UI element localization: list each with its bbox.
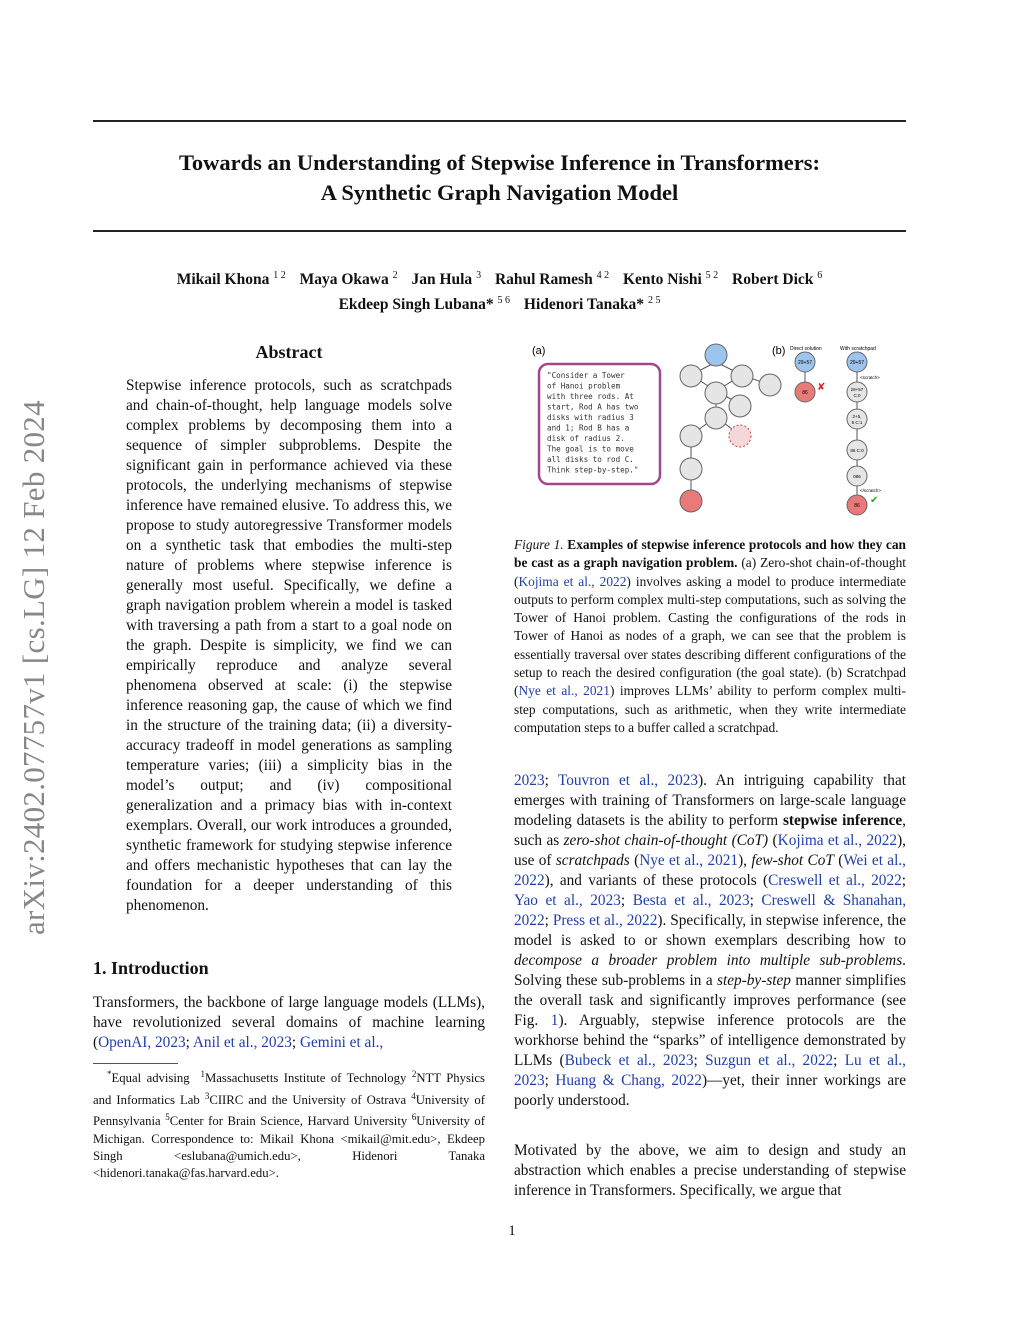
graph-node — [729, 395, 751, 417]
graph-node — [705, 382, 727, 404]
title-bottom-rule — [93, 230, 906, 232]
prompt-line: with three rods. At — [547, 392, 634, 401]
scratch-step-text: 2+5, — [852, 414, 862, 419]
graph-node-goal — [680, 490, 702, 512]
scratch-step-node — [847, 382, 867, 402]
citation-link[interactable]: Lu et al., 2023 — [514, 1052, 906, 1089]
citation-link[interactable]: Yao et al., 2023 — [514, 892, 621, 909]
title-top-rule — [93, 120, 906, 122]
direct-input-text: 29+57 — [797, 360, 813, 366]
prompt-line: The goal is to move — [547, 444, 634, 454]
author: Jan Hula $^3$ — [411, 270, 482, 289]
page-number: 1 — [508, 1223, 516, 1239]
author: Robert Dick $^6$ — [732, 270, 823, 289]
graph-node — [680, 425, 702, 447]
scratch-step-text: 086 — [853, 474, 861, 479]
citation-link[interactable]: Bubeck et al., 2023 — [564, 1052, 694, 1069]
graph-node — [680, 365, 702, 387]
footnote: *Equal advising $^1$Massachusetts Institute of Technology $^2$NTT Physics and Informatics Lab $^3$CIIRC and the University of Ostrava $^4$University of Pennsylvania $^5$Center for Brain Science, Harvard University $^6$University of Michigan. Correspondence to: Mikail Khona <mikail@mit.edu>, Ekdeep Singh <eslubana@umich.edu>, Hidenori Tanaka <hidenori.tanaka@fas.harvard.edu>. — [93, 1069, 486, 1181]
citation-link[interactable]: Gemini et al., — [299, 1034, 384, 1051]
direct-output-text: 86 — [802, 390, 808, 396]
citation-link[interactable]: Creswell & Shanahan, 2022 — [514, 892, 907, 929]
prompt-line: disk of radius 2. — [547, 434, 625, 443]
scratch-step-node — [847, 409, 867, 429]
citation-link[interactable]: Press et al., 2022 — [552, 912, 658, 929]
author: Mikail Khona $^{1 2}$ — [176, 270, 286, 289]
author: Maya Okawa $^2$ — [299, 270, 398, 289]
prompt-line: all disks to rod C. — [547, 455, 634, 464]
graph-node — [759, 374, 781, 396]
scratch-close-tag: </scratch> — [860, 488, 882, 493]
cross-icon: ✘ — [817, 382, 826, 393]
citation-link[interactable]: Creswell et al., 2022 — [768, 872, 902, 889]
prompt-line: start, Rod A has two — [547, 402, 639, 412]
direct-solution-label: Direct solution — [790, 346, 822, 352]
graph-node — [731, 365, 753, 387]
figure-1 — [514, 338, 906, 520]
citation-link[interactable]: Besta et al., 2023 — [632, 892, 750, 909]
graph-node-dashed — [729, 425, 751, 447]
scratchpad-label: With scratchpad — [840, 346, 876, 352]
arxiv-watermark: arXiv:2402.07757v1 [cs.LG] 12 Feb 2024 — [16, 400, 51, 935]
scratch-open-tag: <scratch> — [860, 375, 880, 380]
check-icon: ✔ — [870, 495, 879, 506]
scratch-step-text: 86 C:0 — [850, 448, 864, 453]
author: Hidenori Tanaka* $^{2 5}$ — [523, 295, 661, 314]
scratch-step-text: C:0 — [853, 393, 861, 398]
prompt-line: Think step-by-step." — [547, 465, 639, 475]
citation-link[interactable]: Nye et al., 2021 — [639, 852, 739, 869]
citation-link[interactable]: OpenAI, 2023 — [98, 1034, 186, 1051]
motivation-paragraph: Motivated by the above, we aim to design and study an abstraction which enables a precise understanding of stepwise inference in Transformers. Specifically, we argue that — [514, 1142, 906, 1199]
citation-link[interactable]: 2023 — [514, 772, 545, 789]
graph-node — [705, 407, 727, 429]
scratch-step-text: 29+57 — [850, 387, 864, 392]
graph-node — [680, 458, 702, 480]
footnote-rule — [93, 1063, 178, 1064]
citation-link[interactable]: Kojima et al., 2022 — [777, 832, 898, 849]
citation-link[interactable]: 1 — [550, 1012, 559, 1029]
citation-link[interactable]: Huang & Chang, 2022 — [555, 1072, 702, 1089]
graph-node-start — [705, 344, 727, 366]
author: Kento Nishi $^{5 2}$ — [622, 270, 719, 289]
figure-label-b: (b) — [772, 345, 786, 357]
prompt-line: "Consider a Tower — [547, 371, 625, 380]
citation-link[interactable]: Kojima et al., 2022 — [518, 573, 627, 589]
abstract-heading: Abstract — [255, 342, 323, 362]
citation-link[interactable]: Anil et al., 2023 — [192, 1034, 292, 1051]
title-line-1: Towards an Understanding of Stepwise Inference in Transformers: — [178, 150, 821, 175]
citation-link[interactable]: Touvron et al., 2023 — [557, 772, 699, 789]
figure-label-a: (a) — [532, 345, 546, 357]
abstract-text: Stepwise inference protocols, such as scratchpads and chain-of-thought, help language models solve complex problems by decomposing them into a sequence of simpler subproblems. Despite the significant gain in performance achieved via these protocols, the underlying mechanisms of stepwise inference have remained elusive. To address this, we propose to study autoregressive Transformer models on a synthetic task that embodies the multi-step nature of problems where stepwise inference is generally most useful. Specifically, we define a graph navigation problem wherein a model is tasked with traversing a path from a start to a goal node on the graph. Despite is simplicity, we find we can empirically reproduce and analyze several phenomena observed at scale: (i) the stepwise inference reasoning gap, the cause of which we find in the structure of the training data; (ii) a diversity-accuracy tradeoff in model generations as sampling temperature varies; (iii) a simplicity bias in the model’s output; and (iv) compositional generalization and a primacy bias with in-context exemplars. Overall, our work introduces a grounded, synthetic framework for studying stepwise inference and offers mechanistic hypotheses that can lay the foundation for a deeper understanding of this phenomenon. — [126, 377, 452, 914]
author-list — [93, 265, 906, 315]
scratch-step-text: 6 C:1 — [851, 420, 863, 425]
intro-paragraph-right: 2023; Touvron et al., 2023). An intriguing capability that emerges with training of Transformers on large-scale language modeling datasets is the ability to perform stepwise inference, such as zero-shot chain-of-thought (CoT) (Kojima et al., 2022), use of scratchpads (Nye et al., 2021), few-shot CoT (Wei et al., 2022), and variants of these protocols (Creswell et al., 2022; Yao et al., 2023; Besta et al., 2023; Creswell & Shanahan, 2022; Press et al., 2022). Specifically, in stepwise inference, the model is asked to or shown exemplars describing how to decompose a broader problem into multiple sub-problems. Solving these sub-problems in a step-by-step manner simplifies the overall task and significantly improves performance (see Fig. 1). Arguably, stepwise inference protocols are the workhorse behind the “sparks” of intelligence demonstrated by LLMs (Bubeck et al., 2023; Suzgun et al., 2022; Lu et al., 2023; Huang & Chang, 2022)—yet, their inner workings are poorly understood. — [514, 772, 907, 1109]
citation-link[interactable]: Wei et al., 2022 — [514, 852, 906, 889]
intro-heading: 1. Introduction — [93, 958, 209, 978]
prompt-line: disks with radius 3 — [547, 413, 634, 422]
citation-link[interactable]: Nye et al., 2021 — [518, 683, 610, 699]
title-line-2: A Synthetic Graph Navigation Model — [320, 180, 679, 205]
author: Ekdeep Singh Lubana* $^{5 6}$ — [338, 295, 511, 314]
figure-1-caption: Figure 1. Examples of stepwise inference protocols and how they can be cast as a graph navigation problem. (a) Zero-shot chain-of-thought (Kojima et al., 2022) involves asking a model to produce intermediate outputs to perform complex multi-step computations, such as solving the Tower of Hanoi problem. Casting the configurations of the rods in Tower of Hanoi as nodes of a graph, we can see that the problem is essentially traversal over states describing different configurations of the setup to reach the desired configuration (the goal state). (b) Scratchpad (Nye et al., 2021) improves LLMs’ ability to perform complex multi-step computations, such as arithmetic, when they write intermediate computation steps to a buffer called a scratchpad. — [514, 537, 906, 735]
citation-link[interactable]: Suzgun et al., 2022 — [705, 1052, 834, 1069]
author: Rahul Ramesh $^{4 2}$ — [494, 270, 610, 289]
scratch-input-text: 29+57 — [849, 360, 865, 366]
intro-paragraph: Transformers, the backbone of large language models (LLMs), have revolutionized several domains of machine learning (OpenAI, 2023; Anil et al., 2023; Gemini et al., — [93, 994, 485, 1051]
scratch-output-text: 86 — [854, 503, 860, 509]
prompt-line: and 1; Rod B has a — [547, 423, 630, 433]
prompt-line: of Hanoi problem — [547, 381, 621, 391]
paper-title — [93, 148, 906, 208]
